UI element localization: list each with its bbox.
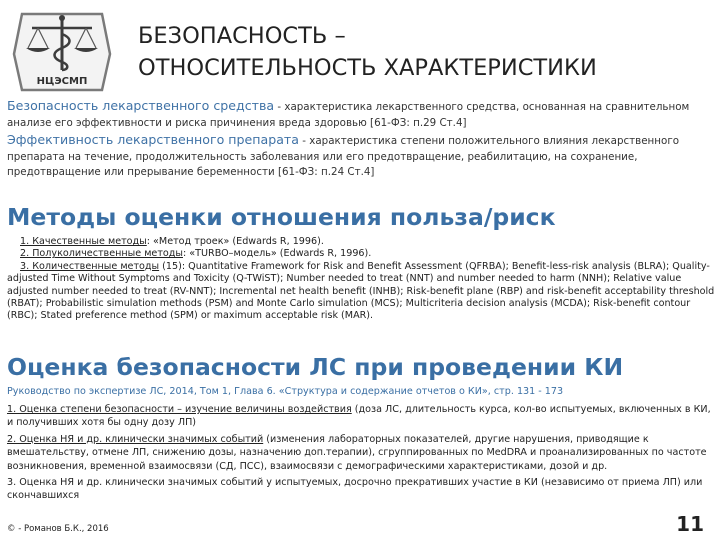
- method-semiquantitative: [7, 248, 715, 260]
- method-label: 3. Количественные методы: [20, 260, 160, 272]
- item-text: (доза ЛС, длительность курса, кол-во испытуемых, включенных в КИ, и получивших хотя бы одну дозу ЛП): [7, 404, 711, 429]
- source-reference: Руководство по экспертизе ЛС, 2014, Том 1, Глава 6. «Структура и содержание отчетов о КИ», стр. 131 - 173: [7, 386, 564, 397]
- method-quantitative: [7, 261, 715, 323]
- method-qualitative: [7, 236, 715, 248]
- copyright: © - Романов Б.К., 2016: [7, 524, 109, 534]
- safety-item-3: 3. Оценка НЯ и др. клинически значимых событий у испытуемых, досрочно прекративших участие в КИ (независимо от приема ЛП) или скончавшихся: [7, 477, 703, 502]
- methods-section: [7, 202, 715, 323]
- title-line-1: БЕЗОПАСНОСТЬ –: [138, 23, 346, 49]
- slide-title: [138, 20, 708, 84]
- section-heading: Методы оценки отношения польза/риск: [7, 203, 556, 231]
- definition-safety: [7, 98, 715, 131]
- definition-text: - характеристика лекарственного средства, основанная на сравнительном анализе его эффективности и риска причинения вреда здоровью [61-ФЗ: п.29 Ст.4]: [7, 101, 690, 129]
- item-label: 2. Оценка НЯ и др. клинически значимых событий: [7, 433, 264, 445]
- definition-text: - характеристика степени положительного влияния лекарственного препарата на течение, продолжительность заболевания или его предотвращение, реабилитацию, на сохранение, предотвращение или прерывание беременности [61-ФЗ: п.24 Ст.4]: [7, 135, 680, 178]
- item-label: 1. Оценка степени безопасности – изучение величины воздействия: [7, 404, 352, 415]
- caduceus-scales-icon: [8, 4, 116, 94]
- method-label: 2. Полуколичественные методы: [20, 248, 183, 260]
- logo-text: НЦЭСМП: [36, 76, 88, 87]
- method-text: : «TURBO–модель» (Edwards R, 1996).: [183, 248, 372, 260]
- definition-term: Эффективность лекарственного препарата: [7, 132, 299, 147]
- method-text: : «Метод троек» (Edwards R, 1996).: [146, 236, 324, 247]
- method-label: 1. Качественные методы: [20, 236, 147, 247]
- logo: [8, 4, 116, 94]
- page-number: 11: [676, 512, 704, 536]
- title-line-2: ОТНОСИТЕЛЬНОСТЬ ХАРАКТЕРИСТИКИ: [138, 55, 597, 81]
- section-heading: Оценка безопасности ЛС при проведении КИ: [7, 353, 624, 381]
- definition-efficacy: [7, 132, 715, 181]
- method-text: (15): Quantitative Framework for Risk and Benefit Assessment (QFRBA); Benefit-less-risk analysis (BLRA); Quality-adjusted Time Without Symptoms and Toxicity (Q-TWiST); Number needed to treat (NNT) and number needed to harm (NNH); Relative value adjusted number needed to treat (RV-NNT); Incremental net health benefit (INHB); Risk-benefit plane (RBP) and risk-benefit acceptability threshold (RBAT); Probabilistic simulation methods (PSM) and Monte Carlo simulation (MCS); Multicriteria decision analysis (MCDA); Risk-benefit contour (RBC); Stated preference method (SPM) or maximum acceptable risk (MAR).: [7, 260, 715, 322]
- item-text: (изменения лабораторных показателей, другие нарушения, приводящие к вмешательству, отмене ЛП, снижению дозы, назначению доп.терапии), сгруппированных по MedDRA и проанализированных по частоте возникновения, временной взаимосвязи (СД, ПСС), взаимосвязи с демографическими характеристиками, дозой и др.: [7, 433, 707, 472]
- definition-term: Безопасность лекарственного средства: [7, 98, 275, 113]
- safety-item-1: [7, 403, 715, 430]
- definitions: [7, 98, 715, 181]
- safety-section: [7, 352, 715, 503]
- safety-item-2: [7, 433, 715, 473]
